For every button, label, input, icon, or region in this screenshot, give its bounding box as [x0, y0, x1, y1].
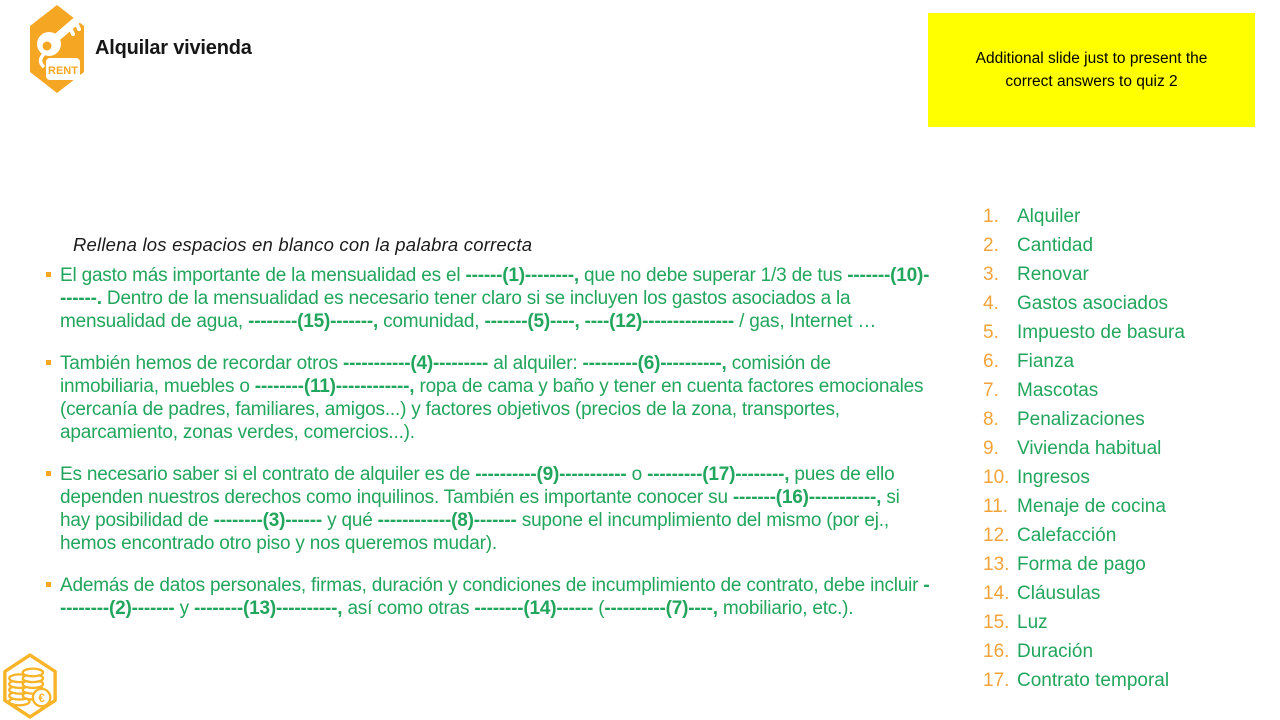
bullet-item: [60, 264, 932, 333]
paragraph-text: y qué: [322, 510, 378, 531]
page-title: Alquilar vivienda: [95, 37, 252, 59]
paragraph-text: Dentro de la mensualidad es necesario tener claro si se incluyen los gastos asociados a la mensualidad de agua,: [60, 288, 851, 332]
answer-item: [983, 550, 1185, 579]
answer-label: Renovar: [1017, 264, 1089, 285]
bullet-list: [60, 264, 932, 639]
answer-item: [983, 289, 1185, 318]
answer-number: 3.: [983, 264, 999, 285]
blank-slot: --------(13)----------,: [194, 598, 343, 619]
svg-text:RENT: RENT: [48, 65, 78, 77]
rent-key-logo-icon: [29, 4, 85, 94]
paragraph-text: comisión de inmobiliaria, muebles o: [60, 353, 831, 397]
instruction-heading: Rellena los espacios en blanco con la palabra correcta: [73, 234, 533, 255]
bullet-square-icon: [46, 360, 51, 365]
paragraph-text: o: [626, 464, 648, 485]
answer-item: [983, 521, 1185, 550]
answer-item: [983, 231, 1185, 260]
paragraph-text: ropa de cama y baño y tener en cuenta factores emocionales (cercanía de padres, familiares, amigos...) y factores objetivos (precios de la zona, transportes, aparcamiento, zonas verdes, comercios...).: [60, 376, 924, 443]
paragraph-text: comunidad,: [378, 311, 485, 332]
paragraph-text: / gas, Internet …: [734, 311, 877, 332]
answer-label: Alquiler: [1017, 206, 1081, 227]
blank-slot: -------(10)-------.: [60, 265, 930, 309]
answer-item: [983, 492, 1185, 521]
paragraph-text: que no debe superar 1/3 de tus: [578, 265, 848, 286]
paragraph-text: supone el incumplimiento del mismo (por ej., hemos encontrado otro piso y nos queremos mudar).: [60, 510, 889, 554]
paragraph-text: Además de datos personales, firmas, duración y condiciones de incumplimiento de contrato, debe incluir: [60, 575, 924, 596]
answer-label: Vivienda habitual: [1017, 438, 1162, 459]
bullet-square-icon: [46, 272, 51, 277]
answer-number: 11.: [983, 496, 1009, 517]
answer-label: Cláusulas: [1017, 583, 1101, 604]
annotation-note: [928, 13, 1255, 127]
paragraph-text: y: [174, 598, 194, 619]
answer-label: Cantidad: [1017, 235, 1094, 256]
answer-number: 13.: [983, 554, 1010, 575]
answer-label: Mascotas: [1017, 380, 1099, 401]
answer-number: 7.: [983, 380, 999, 401]
blank-slot: --------(3)------: [213, 510, 322, 531]
svg-text:€: €: [38, 691, 45, 705]
blank-slot: ----------(9)-----------: [475, 464, 627, 485]
bullet-item: [60, 463, 932, 555]
bullet-item: [60, 352, 932, 444]
answer-number: 14.: [983, 583, 1010, 604]
paragraph-text: al alquiler:: [488, 353, 583, 374]
answer-item: [983, 376, 1185, 405]
answer-number: 9.: [983, 438, 999, 459]
blank-slot: -------(5)----,: [484, 311, 580, 332]
answer-item: [983, 608, 1185, 637]
answer-item: [983, 260, 1185, 289]
answer-label: Fianza: [1017, 351, 1075, 372]
blank-slot: ------------(8)-------: [377, 510, 517, 531]
answer-item: [983, 666, 1185, 695]
blank-slot: ----------(7)----,: [604, 598, 718, 619]
answer-number: 1.: [983, 206, 999, 227]
blank-slot: --------(15)-------,: [248, 311, 379, 332]
answer-label: Calefacción: [1017, 525, 1117, 546]
paragraph-text: (: [593, 598, 605, 619]
answer-item: [983, 579, 1185, 608]
blank-slot: --------(14)------: [474, 598, 594, 619]
blank-slot: ---------(17)--------,: [647, 464, 790, 485]
answer-number: 15.: [983, 612, 1010, 633]
blank-slot: ----(12)---------------: [584, 311, 735, 332]
answer-item: [983, 347, 1185, 376]
answer-item: [983, 405, 1185, 434]
paragraph-text: si hay posibilidad de: [60, 487, 900, 531]
answer-number: 16.: [983, 641, 1010, 662]
answer-item: [983, 463, 1185, 492]
answer-label: Forma de pago: [1017, 554, 1146, 575]
answer-item: [983, 202, 1185, 231]
answer-label: Menaje de cocina: [1017, 496, 1166, 517]
blank-slot: -------(16)-----------,: [732, 487, 882, 508]
paragraph-text: mobiliario, etc.).: [717, 598, 854, 619]
answer-number: 4.: [983, 293, 999, 314]
answer-number: 6.: [983, 351, 999, 372]
answer-label: Impuesto de basura: [1017, 322, 1185, 343]
answer-item: [983, 318, 1185, 347]
answer-label: Contrato temporal: [1017, 670, 1170, 691]
bullet-square-icon: [46, 471, 51, 476]
blank-slot: ---------(6)----------,: [582, 353, 727, 374]
answers-list: [983, 202, 1185, 695]
blank-slot: ---------(2)-------: [60, 575, 930, 619]
answer-number: 8.: [983, 409, 999, 430]
annotation-note-text: Additional slide just to present the correct answers to quiz 2: [975, 50, 1208, 90]
answer-item: [983, 637, 1185, 666]
answer-number: 10.: [983, 467, 1010, 488]
paragraph-text: pues de ello dependen nuestros derechos como inquilinos. También es importante conocer su: [60, 464, 895, 508]
answer-number: 12.: [983, 525, 1010, 546]
answer-label: Gastos asociados: [1017, 293, 1169, 314]
paragraph-text: Es necesario saber si el contrato de alquiler es de: [60, 464, 476, 485]
bullet-square-icon: [46, 582, 51, 587]
bullet-item: [60, 574, 932, 620]
paragraph-text: así como otras: [342, 598, 475, 619]
coins-icon: [1, 653, 59, 719]
answer-label: Penalizaciones: [1017, 409, 1145, 430]
answer-label: Ingresos: [1017, 467, 1090, 488]
answer-number: 5.: [983, 322, 999, 343]
answer-number: 2.: [983, 235, 999, 256]
blank-slot: ------(1)--------,: [465, 265, 579, 286]
answer-label: Duración: [1017, 641, 1094, 662]
answer-label: Luz: [1017, 612, 1048, 633]
answer-number: 17.: [983, 670, 1010, 691]
answer-item: [983, 434, 1185, 463]
paragraph-text: También hemos de recordar otros: [60, 353, 343, 374]
paragraph-text: El gasto más importante de la mensualidad es el: [60, 265, 466, 286]
blank-slot: -----------(4)---------: [342, 353, 489, 374]
blank-slot: --------(11)------------,: [254, 376, 415, 397]
